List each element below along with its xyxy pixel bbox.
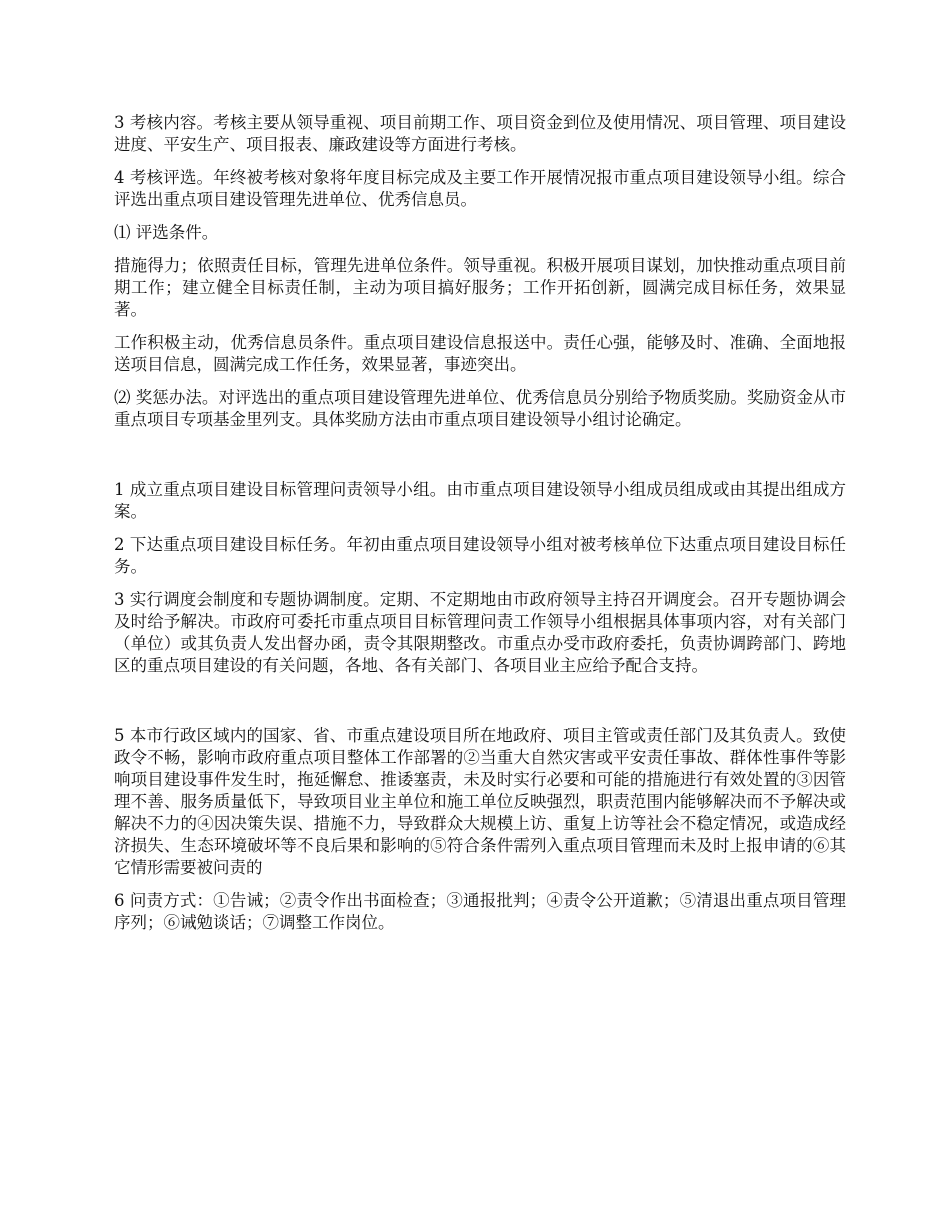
paragraph-target-tasks: 2 下达重点项目建设目标任务。年初由重点项目建设领导小组对被考核单位下达重点项目建设目标任务。	[114, 535, 846, 576]
paragraph-assessment-selection: 4 考核评选。年终被考核对象将年度目标完成及主要工作开展情况报市重点项目建设领导小组。综合评选出重点项目建设管理先进单位、优秀信息员。	[114, 168, 846, 209]
paragraph-accountability-group: 1 成立重点项目建设目标管理问责领导小组。由市重点项目建设领导小组成员组成或由其提出组成方案。	[114, 480, 846, 521]
section-gap	[114, 442, 846, 479]
document-page	[114, 112, 846, 945]
section-gap	[114, 688, 846, 725]
paragraph-rewards-penalties: ⑵ 奖惩办法。对评选出的重点项目建设管理先进单位、优秀信息员分别给予物质奖励。奖励资金从市重点项目专项基金里列支。具体奖励方法由市重点项目建设领导小组讨论确定。	[114, 388, 846, 429]
paragraph-dispatch-meeting: 3 实行调度会制度和专题协调制度。定期、不定期地由市政府领导主持召开调度会。召开专题协调会及时给予解决。市政府可委托市重点项目目标管理问责工作领导小组根据具体事项内容，对有关部门（单位）或其负责人发出督办函，责令其限期整改。市重点办受市政府委托，负责协调跨部门、跨地区的重点项目建设的有关问题，各地、各有关部门、各项目业主应给予配合支持。	[114, 590, 846, 675]
paragraph-advanced-unit-conditions: 措施得力；依照责任目标，管理先进单位条件。领导重视。积极开展项目谋划，加快推动重点项目前期工作；建立健全目标责任制，主动为项目搞好服务；工作开拓创新，圆满完成目标任务，效果显著。	[114, 256, 846, 319]
paragraph-assessment-content: 3 考核内容。考核主要从领导重视、项目前期工作、项目资金到位及使用情况、项目管理、项目建设进度、平安生产、项目报表、廉政建设等方面进行考核。	[114, 113, 846, 154]
paragraph-excellent-informant-conditions: 工作积极主动，优秀信息员条件。重点项目建设信息报送中。责任心强，能够及时、准确、全面地报送项目信息，圆满完成工作任务，效果显著，事迹突出。	[114, 333, 846, 374]
paragraph-accountability-scope: 5 本市行政区域内的国家、省、市重点建设项目所在地政府、项目主管或责任部门及其负责人。致使政令不畅，影响市政府重点项目整体工作部署的②当重大自然灾害或平安责任事故、群体性事件等影响项目建设事件发生时，拖延懈怠、推诿塞责，未及时实行必要和可能的措施进行有效处置的③因管理不善、服务质量低下，导致项目业主单位和施工单位反映强烈，职责范围内能够解决而不予解决或解决不力的④因决策失误、措施不力，导致群众大规模上访、重复上访等社会不稳定情况，或造成经济损失、生态环境破坏等不良后果和影响的⑤符合条件需列入重点项目管理而未及时上报申请的⑥其它情形需要被问责的	[114, 726, 846, 877]
paragraph-accountability-methods: 6 问责方式：①告诫；②责令作出书面检查；③通报批判；④责令公开道歉；⑤清退出重点项目管理序列；⑥诫勉谈话；⑦调整工作岗位。	[114, 891, 846, 932]
paragraph-selection-conditions: ⑴ 评选条件。	[114, 223, 219, 242]
